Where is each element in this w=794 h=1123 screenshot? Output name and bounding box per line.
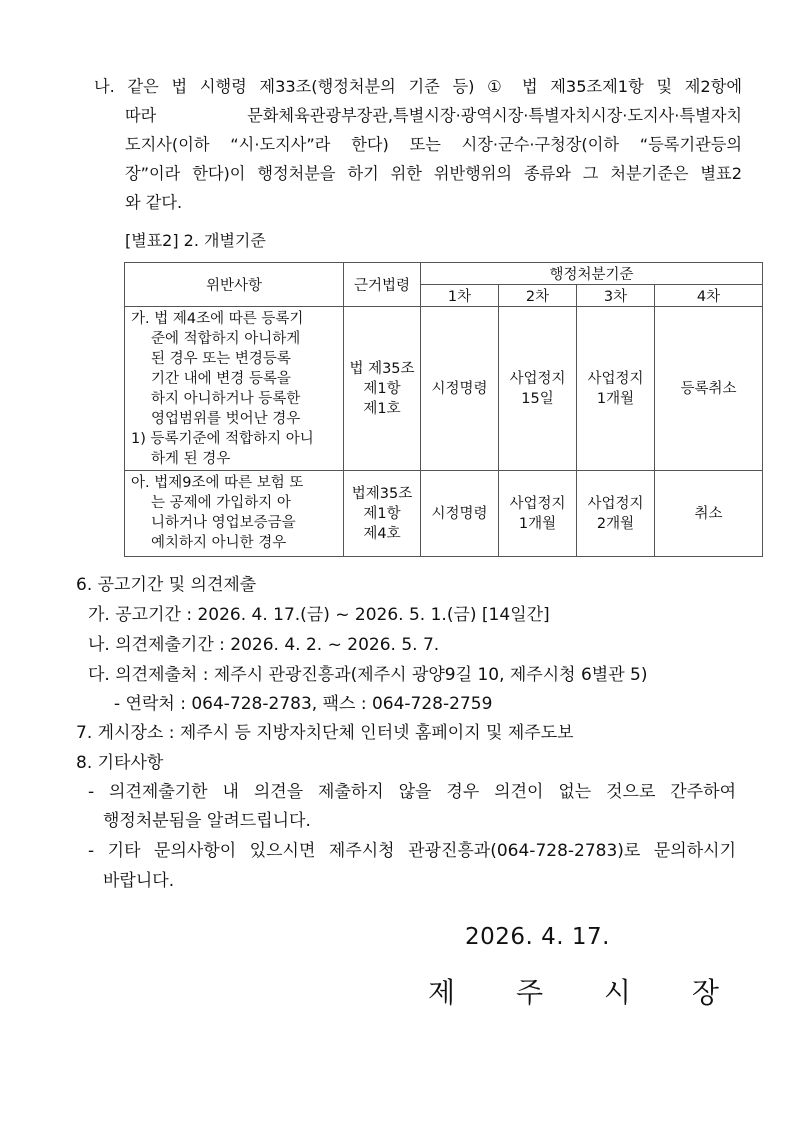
opinion-period: 나. 의견제출기간 : 2026. 4. 2. ~ 2026. 5. 7. xyxy=(88,635,440,655)
law-cell xyxy=(344,471,421,557)
section7-text: 7. 게시장소 : 제주시 등 지방자치단체 인터넷 홈페이지 및 제주도보 xyxy=(76,723,574,743)
law-line: 법제35조 xyxy=(351,485,413,502)
penalty-line: 2개월 xyxy=(596,515,635,532)
penalty-line: 1개월 xyxy=(518,515,557,532)
law-cell xyxy=(344,307,421,471)
violation-line: 된 경우 또는 변경등록 xyxy=(151,351,291,367)
second-cell xyxy=(499,471,577,557)
penalty-line: 사업정지 xyxy=(509,370,566,387)
penalty-line: 시정명령 xyxy=(431,380,488,397)
law-line: 제1항 xyxy=(363,505,401,522)
violation-line: 영업범위를 벗어난 경우 xyxy=(151,411,301,427)
penalty-line: 사업정지 xyxy=(587,370,644,387)
header-law: 근거법령 xyxy=(344,263,421,307)
opinion-place: 다. 의견제출처 : 제주시 관광진흥과(제주시 광양9길 10, 제주시청 6별관 5) xyxy=(88,665,648,685)
table-caption: [별표2] 2. 개별기준 xyxy=(125,231,266,250)
table-row xyxy=(125,307,763,471)
violation-line: 1) 등록기준에 적합하지 아니 xyxy=(131,431,314,447)
penalty-line: 취소 xyxy=(694,505,723,522)
section-na-line-1: 나. 같은 법 시행령 제33조(행정처분의 기준 등) ① 법 제35조제1항 및 제2항에 xyxy=(94,77,742,96)
section-na-line-2: 따라 문화체육관광부장관,특별시장·광역시장·특별자치시장·도지사·특별자치 xyxy=(125,106,742,125)
first-cell xyxy=(421,471,499,557)
section6-title: 6. 공고기간 및 의견제출 xyxy=(76,575,257,595)
section-na-line-4: 장”이라 한다)이 행정처분을 하기 위한 위반행위의 종류와 그 처분기준은 별표2 xyxy=(125,164,742,183)
header-second: 2차 xyxy=(499,285,577,307)
third-cell xyxy=(577,471,655,557)
second-cell xyxy=(499,307,577,471)
signature-date: 2026. 4. 17. xyxy=(465,924,610,950)
law-line: 제1호 xyxy=(363,400,401,417)
signature-name: 제 주 시 장 xyxy=(428,976,745,1009)
section8-item1-line2: 행정처분됨을 알려드립니다. xyxy=(103,811,311,831)
penalty-line: 등록취소 xyxy=(680,380,737,397)
header-first: 1차 xyxy=(421,285,499,307)
violation-line: 하게 된 경우 xyxy=(151,451,231,467)
section8-item2-line2: 바랍니다. xyxy=(103,871,175,891)
section8-item2-line1: - 기타 문의사항이 있으시면 제주시청 관광진흥과(064-728-2783)로 문의하시기 xyxy=(88,841,736,861)
law-line: 제4호 xyxy=(363,525,401,542)
table-row xyxy=(125,471,763,557)
law-line: 법 제35조 xyxy=(349,360,415,377)
fourth-cell xyxy=(655,307,763,471)
header-criteria: 행정처분기준 xyxy=(421,263,763,285)
section8-title: 8. 기타사항 xyxy=(76,753,164,773)
violation-line: 기간 내에 변경 등록을 xyxy=(151,371,291,387)
fourth-cell xyxy=(655,471,763,557)
penalty-line: 사업정지 xyxy=(509,495,566,512)
contact-info: - 연락처 : 064-728-2783, 팩스 : 064-728-2759 xyxy=(114,694,493,714)
section-na-line-5: 와 같다. xyxy=(125,193,183,212)
penalty-line: 시정명령 xyxy=(431,505,488,522)
header-fourth: 4차 xyxy=(655,285,763,307)
violation-line: 는 공제에 가입하지 아 xyxy=(151,495,291,511)
violation-line: 가. 법 제4조에 따른 등록기 xyxy=(131,311,304,327)
penalty-line: 사업정지 xyxy=(587,495,644,512)
third-cell xyxy=(577,307,655,471)
penalty-line: 15일 xyxy=(521,390,554,407)
violation-line: 아. 법제9조에 따른 보험 또 xyxy=(131,475,304,491)
criteria-table xyxy=(124,262,763,557)
first-cell xyxy=(421,307,499,471)
violation-line: 하지 아니하거나 등록한 xyxy=(151,391,301,407)
section-na-line-3: 도지사(이하 “시·도지사”라 한다) 또는 시장·군수·구청장(이하 “등록기관등의 xyxy=(125,135,742,154)
violation-line: 예치하지 아니한 경우 xyxy=(151,535,287,551)
header-violation: 위반사항 xyxy=(125,263,344,307)
violation-line: 준에 적합하지 아니하게 xyxy=(151,331,301,347)
announcement-period: 가. 공고기간 : 2026. 4. 17.(금) ~ 2026. 5. 1.(금) [14일간] xyxy=(88,605,550,625)
violation-cell xyxy=(125,307,344,471)
section8-item1-line1: - 의견제출기한 내 의견을 제출하지 않을 경우 의견이 없는 것으로 간주하여 xyxy=(88,782,736,802)
penalty-line: 1개월 xyxy=(596,390,635,407)
violation-cell xyxy=(125,471,344,557)
header-third: 3차 xyxy=(577,285,655,307)
violation-line: 니하거나 영업보증금을 xyxy=(151,515,296,531)
law-line: 제1항 xyxy=(363,380,401,397)
